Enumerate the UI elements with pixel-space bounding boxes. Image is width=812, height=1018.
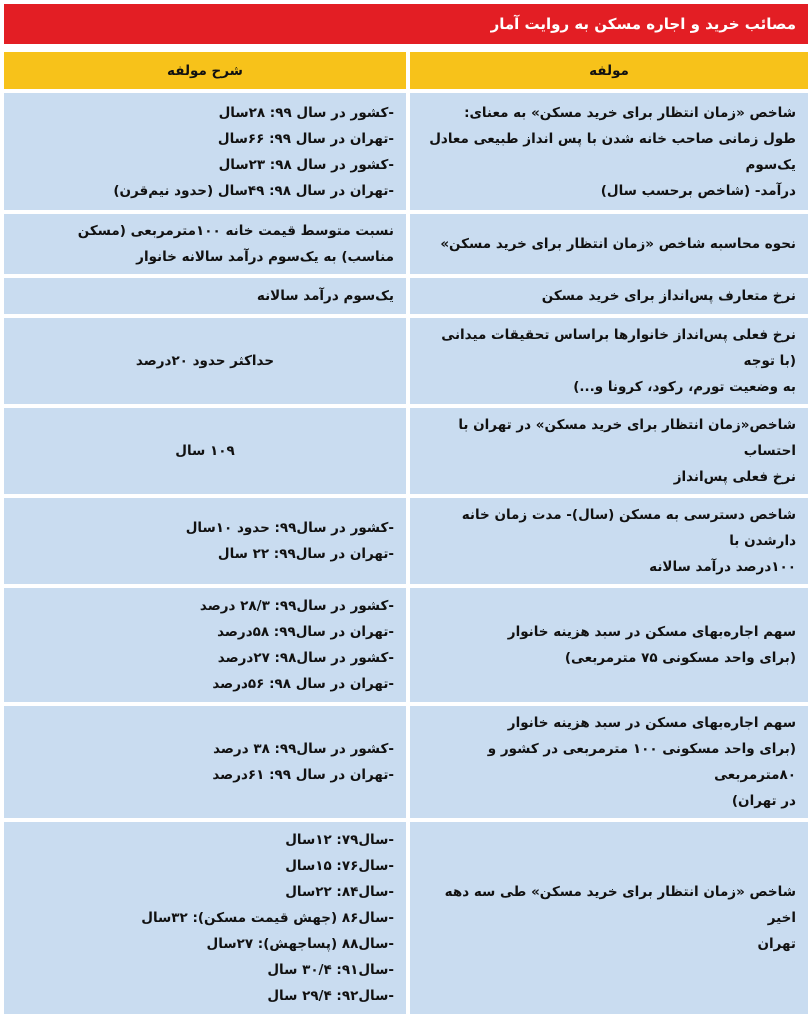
description-line: -کشور در سال۹۹: ۲۸/۳ درصد <box>199 598 394 614</box>
description-line: -سال۸۸ (پساجهش): ۲۷سال <box>206 936 394 952</box>
description-line: -تهران در سال۹۹: ۵۸درصد <box>217 624 394 640</box>
component-cell <box>406 408 808 494</box>
table-row <box>4 93 808 210</box>
component-cell <box>406 588 808 702</box>
description-line: -کشور در سال ۹۹: ۲۸سال <box>218 104 394 121</box>
component-cell <box>406 93 808 210</box>
description-line: -تهران در سال۹۹: ۲۲ سال <box>217 546 394 562</box>
component-line: نرخ فعلی پس‌انداز <box>673 469 796 485</box>
description-line: نسبت متوسط قیمت خانه ۱۰۰مترمربعی (مسکن <box>77 223 394 239</box>
component-line: تهران <box>757 936 796 952</box>
description-line: حداکثر حدود ۲۰درصد <box>135 353 275 369</box>
table-row <box>4 408 808 494</box>
component-line: نرخ متعارف پس‌انداز برای خرید مسکن <box>541 288 796 304</box>
component-cell <box>406 498 808 584</box>
table-row <box>4 706 808 818</box>
component-line: (برای واحد مسکونی ۱۰۰ مترمربعی در کشور و ۸۰مترمربعی <box>487 741 796 783</box>
component-line: شاخص «زمان انتظار برای خرید مسکن» به معنای: <box>464 104 796 121</box>
component-cell <box>406 318 808 404</box>
description-line: -کشور در سال۹۹: حدود ۱۰سال <box>185 520 394 536</box>
table-row <box>4 588 808 702</box>
description-cell <box>4 318 406 404</box>
description-line: یک‌سوم درآمد سالانه <box>256 288 394 304</box>
component-cell <box>406 822 808 1014</box>
description-line: -تهران در سال ۹۹: ۶۶سال <box>217 130 394 147</box>
component-line: شاخص دسترسی به مسکن (سال)- مدت زمان خانه دارشدن با <box>461 507 796 549</box>
component-line: نرخ فعلی پس‌انداز خانوارها براساس تحقیقات میدانی (با توجه <box>441 327 796 369</box>
component-line: به وضعیت تورم، رکود، کرونا و...) <box>573 379 796 395</box>
description-cell <box>4 498 406 584</box>
description-cell <box>4 93 406 210</box>
description-line: -سال۸۴: ۲۲سال <box>285 884 394 900</box>
description-line: ۱۰۹ سال <box>175 443 235 459</box>
component-line: نحوه محاسبه شاخص «زمان انتظار برای خرید مسکن» <box>440 236 796 252</box>
component-line: طول زمانی صاحب خانه شدن با پس انداز طبیعی معادل یک‌سوم <box>429 130 796 173</box>
description-line: -کشور در سال۹۸: ۲۷درصد <box>217 650 394 666</box>
table-row <box>4 822 808 1014</box>
description-cell <box>4 706 406 818</box>
component-line: سهم اجاره‌بهای مسکن در سبد هزینه خانوار <box>507 715 796 731</box>
description-line: -سال۷۶: ۱۵سال <box>285 858 394 874</box>
component-line: ۱۰۰درصد درآمد سالانه <box>649 559 796 575</box>
description-cell <box>4 278 406 314</box>
description-line: -سال۷۹: ۱۲سال <box>285 832 394 848</box>
header-row <box>4 52 808 89</box>
description-cell <box>4 588 406 702</box>
component-line: شاخص «زمان انتظار برای خرید مسکن» طی سه دهه اخیر <box>444 884 796 926</box>
component-cell <box>406 278 808 314</box>
component-line: (برای واحد مسکونی ۷۵ مترمربعی) <box>564 650 796 666</box>
description-line: -سال۸۶ (جهش قیمت مسکن): ۳۲سال <box>141 910 394 926</box>
table-title: مصائب خرید و اجاره مسکن به روایت آمار <box>4 4 808 44</box>
header-description: شرح مولفه <box>4 52 406 89</box>
description-cell <box>4 214 406 274</box>
table-row <box>4 498 808 584</box>
description-cell <box>4 408 406 494</box>
description-cell <box>4 822 406 1014</box>
component-cell <box>406 706 808 818</box>
description-line: -تهران در سال ۹۹: ۶۱درصد <box>212 767 394 783</box>
component-line: شاخص«زمان انتظار برای خرید مسکن» در تهران با احتساب <box>458 417 796 459</box>
table-row <box>4 278 808 314</box>
description-line: -تهران در سال ۹۸: ۴۹سال (حدود نیم‌قرن) <box>113 182 394 199</box>
table-row <box>4 214 808 274</box>
description-line: -سال۹۱: ۳۰/۴ سال <box>267 962 394 978</box>
description-line: -کشور در سال ۹۸: ۲۳سال <box>218 156 394 173</box>
description-line: مناسب) به یک‌سوم درآمد سالانه خانوار <box>136 249 394 265</box>
description-line: -کشور در سال۹۹: ۳۸ درصد <box>213 741 394 757</box>
component-line: درآمد- (شاخص برحسب سال) <box>600 182 796 199</box>
component-line: در تهران) <box>731 793 796 809</box>
stats-table <box>4 48 808 1018</box>
component-cell <box>406 214 808 274</box>
description-line: -سال۹۲: ۲۹/۴ سال <box>267 988 394 1004</box>
header-component: مولفه <box>406 52 808 89</box>
component-line: سهم اجاره‌بهای مسکن در سبد هزینه خانوار <box>507 624 796 640</box>
table-row <box>4 318 808 404</box>
description-line: -تهران در سال ۹۸: ۵۶درصد <box>212 676 394 692</box>
